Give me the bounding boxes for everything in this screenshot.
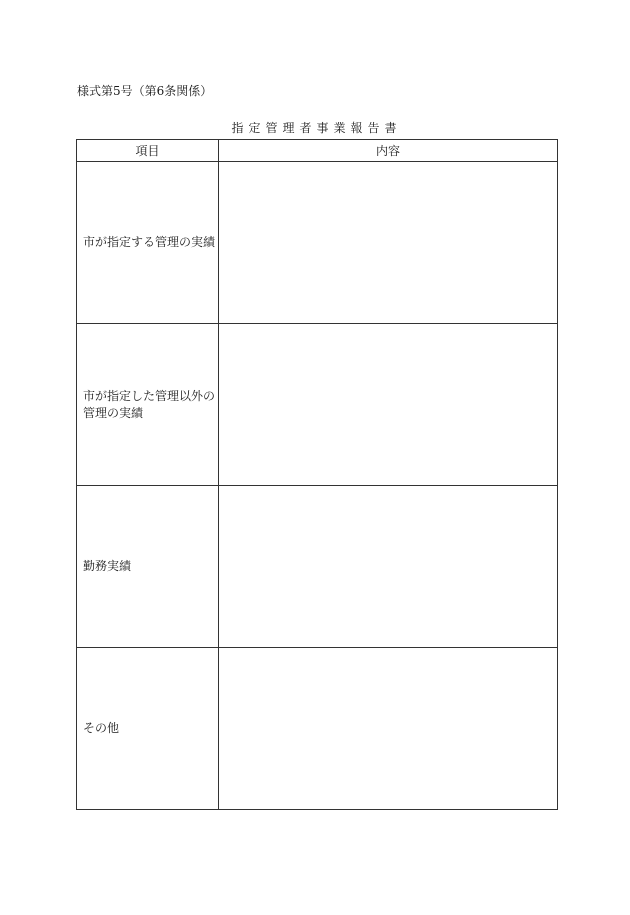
row-content-cell[interactable] (219, 648, 558, 810)
table-row (77, 324, 558, 486)
column-header-item: 項目 (77, 140, 219, 162)
table-row (77, 648, 558, 810)
row-item-label: 勤務実績 (77, 486, 219, 648)
row-content-cell[interactable] (219, 486, 558, 648)
row-item-label: その他 (77, 648, 219, 810)
table-row (77, 486, 558, 648)
report-table (76, 139, 558, 810)
table-row (77, 162, 558, 324)
row-content-cell[interactable] (219, 324, 558, 486)
table-header-row (77, 140, 558, 162)
row-item-label: 市が指定した管理以外の管理の実績 (77, 324, 219, 486)
row-item-label: 市が指定する管理の実績 (77, 162, 219, 324)
column-header-content: 内容 (219, 140, 558, 162)
document-title: 指定管理者事業報告書 (231, 121, 402, 135)
form-number: 様式第5号（第6条関係） (77, 84, 213, 98)
row-content-cell[interactable] (219, 162, 558, 324)
